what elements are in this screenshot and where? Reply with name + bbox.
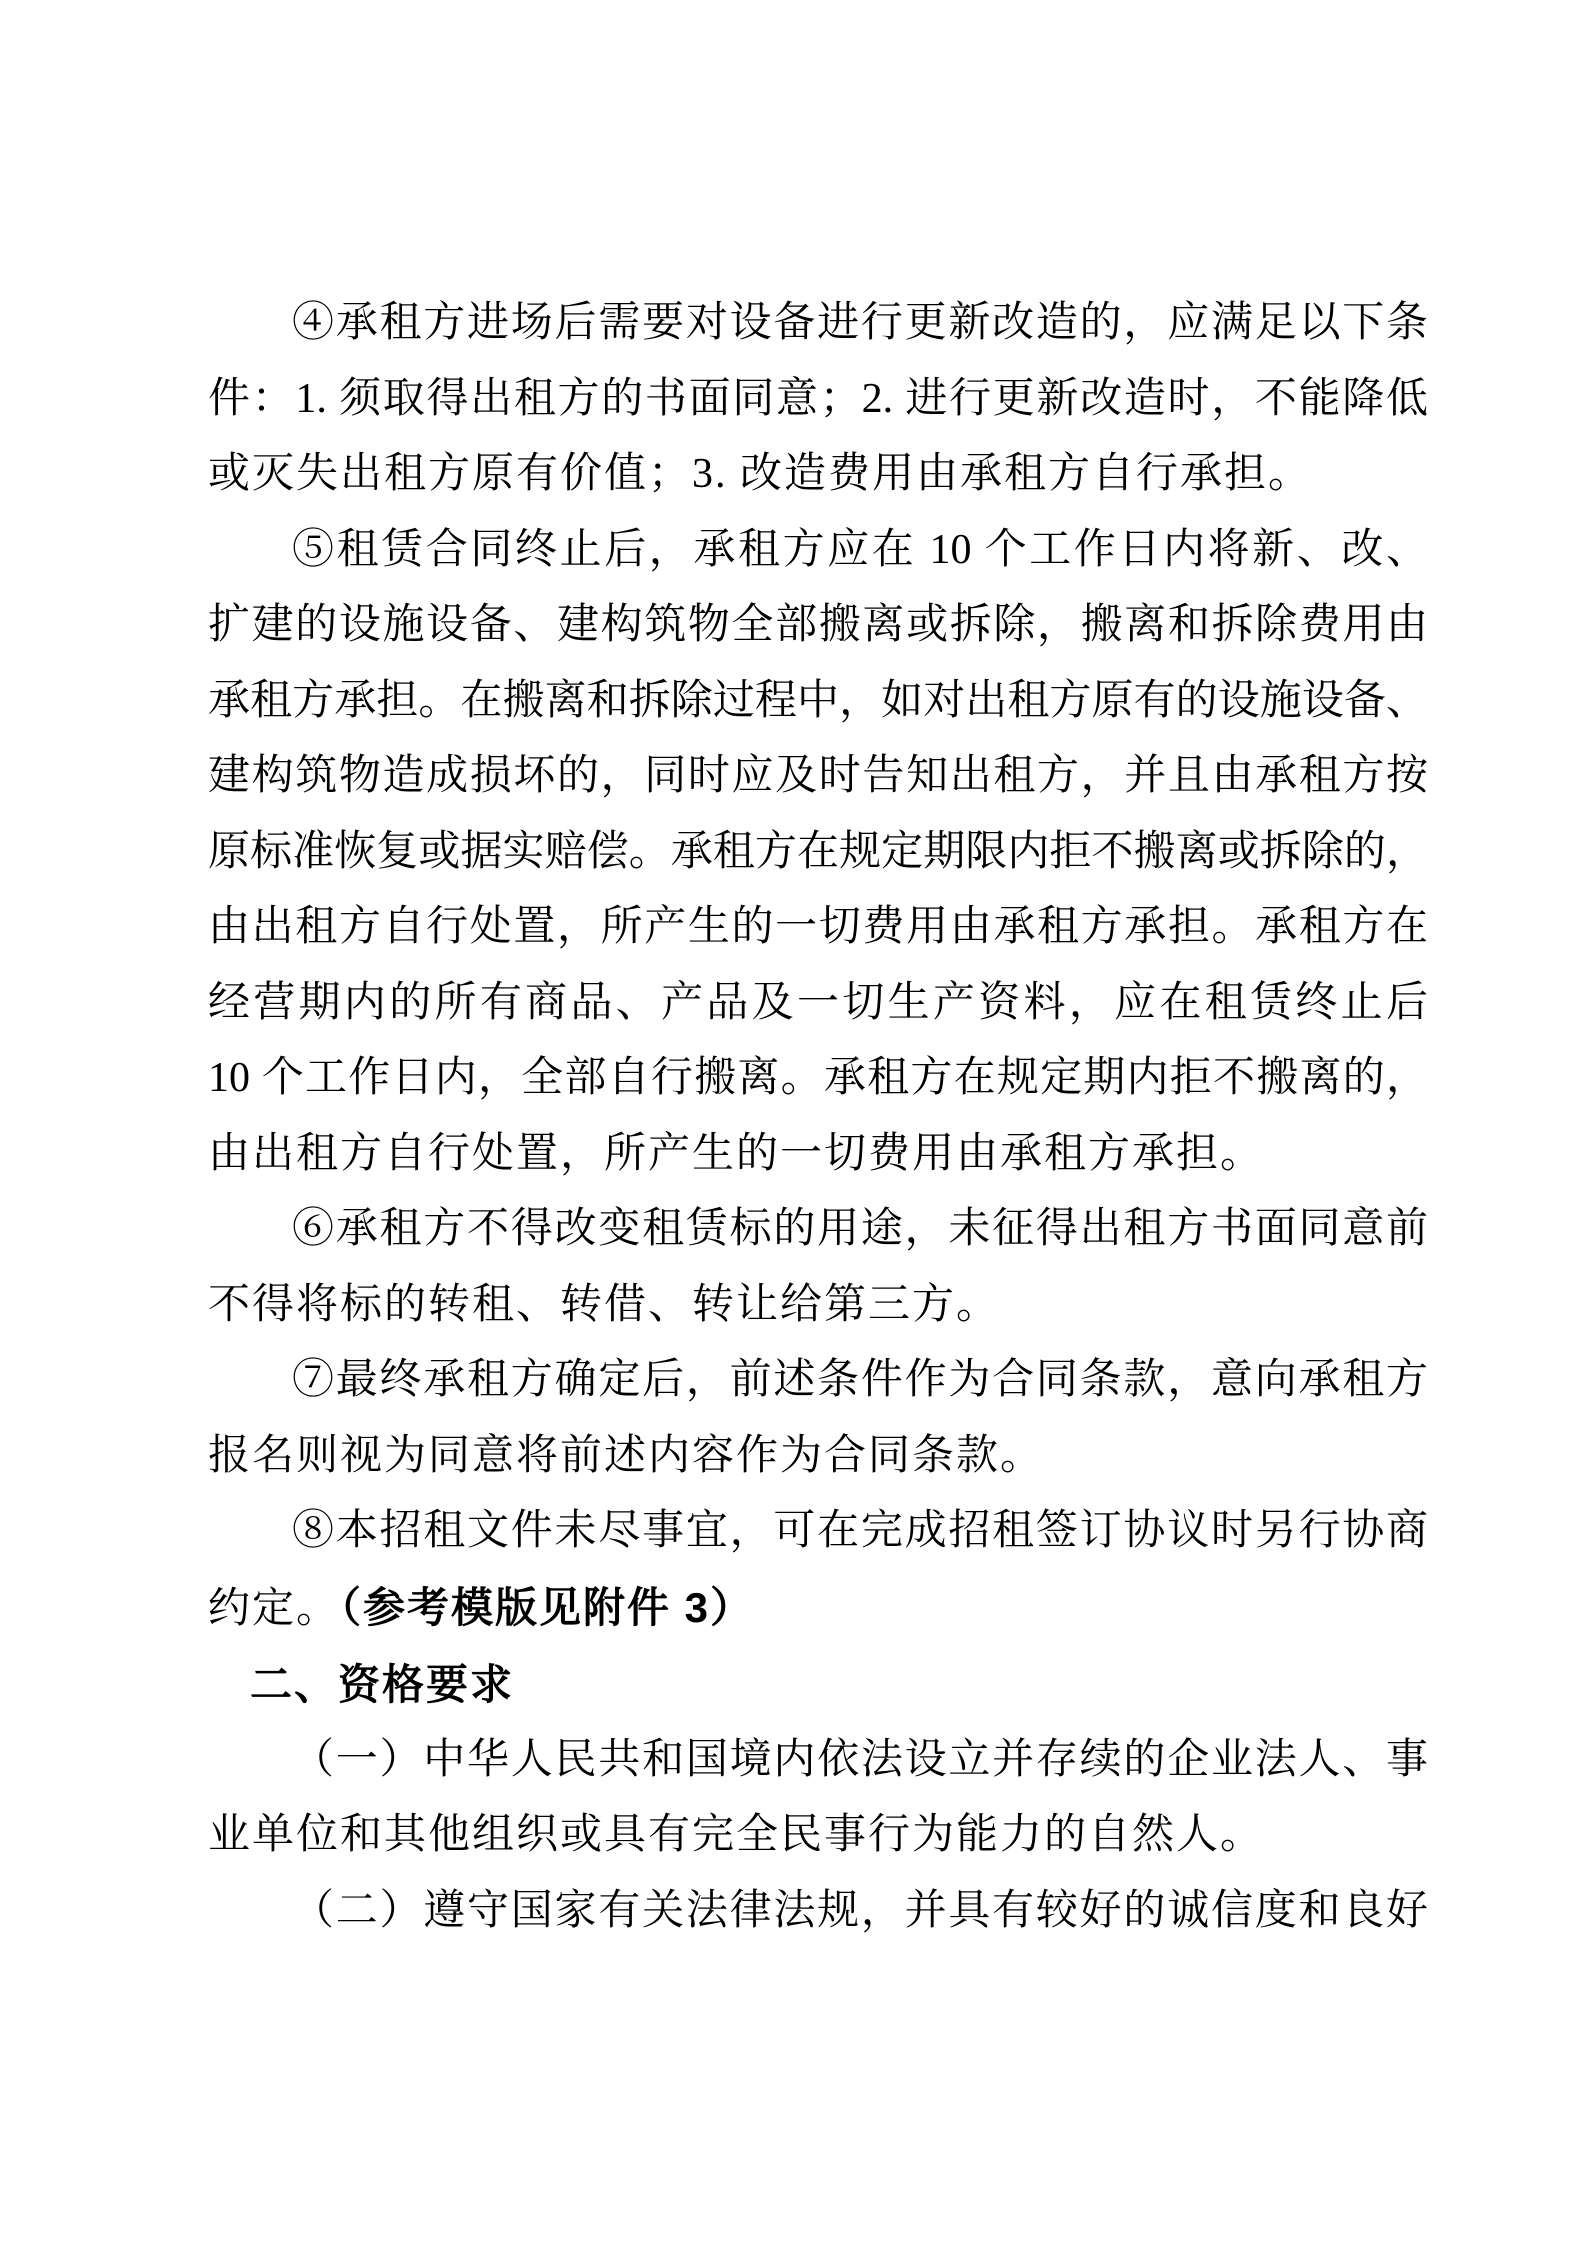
text-line-17: ⑧本招租文件未尽事宜，可在完成招租签订协议时另行协商 [292,1508,1428,1554]
text-line-6: 承租方承担。在搬离和拆除过程中，如对出租方原有的设施设备、 [208,677,1428,724]
text-line-4: ⑤租赁合同终止后，承租方应在 10 个工作日内将新、改、 [292,526,1428,573]
section-heading: 二、资格要求 [250,1661,515,1708]
text-line-12: 由出租方自行处置，所产生的一切费用由承租方承担。 [208,1130,1265,1177]
text-line-22: （二）遵守国家有关法律法规，并具有较好的诚信度和良好 [292,1887,1428,1934]
text-line-13: ⑥承租方不得改变租赁标的用途，未征得出租方书面同意前 [292,1206,1428,1252]
text-run: 约定。 [208,1585,341,1632]
text-line-20: （一）中华人民共和国境内依法设立并存续的企业法人、事 [292,1736,1428,1783]
text-line-10: 经营期内的所有商品、产品及一切生产资料，应在租赁终止后 [208,979,1428,1026]
text-line-21: 业单位和其他组织或具有完全民事行为能力的自然人。 [208,1812,1265,1858]
text-line-18 [208,1570,1428,1648]
text-line-9: 由出租方自行处置，所产生的一切费用由承租方承担。承租方在 [208,904,1428,950]
bold-run: （参考模版见附件 3） [340,1583,755,1631]
text-line-16: 报名则视为同意将前述内容作为合同条款。 [208,1432,1045,1479]
text-line-15: ⑦最终承租方确定后，前述条件作为合同条款，意向承租方 [292,1357,1428,1403]
document-body [208,286,1428,1949]
text-line-8: 原标准恢复或据实赔偿。承租方在规定期限内拒不搬离或拆除的， [208,828,1428,875]
text-line-14: 不得将标的转租、转借、转让给第三方。 [208,1281,1001,1328]
text-line-5: 扩建的设施设备、建构筑物全部搬离或拆除，搬离和拆除费用由 [208,602,1428,648]
text-line-2: 件：1. 须取得出租方的书面同意；2. 进行更新改造时，不能降低 [208,375,1428,422]
text-line-7: 建构筑物造成损坏的，同时应及时告知出租方，并且由承租方按 [208,753,1428,799]
text-line-11: 10 个工作日内，全部自行搬离。承租方在规定期内拒不搬离的， [208,1055,1428,1101]
text-line-3: 或灭失出租方原有价值；3. 改造费用由承租方自行承担。 [208,451,1313,497]
text-line-1: ④承租方进场后需要对设备进行更新改造的，应满足以下条 [292,300,1428,346]
